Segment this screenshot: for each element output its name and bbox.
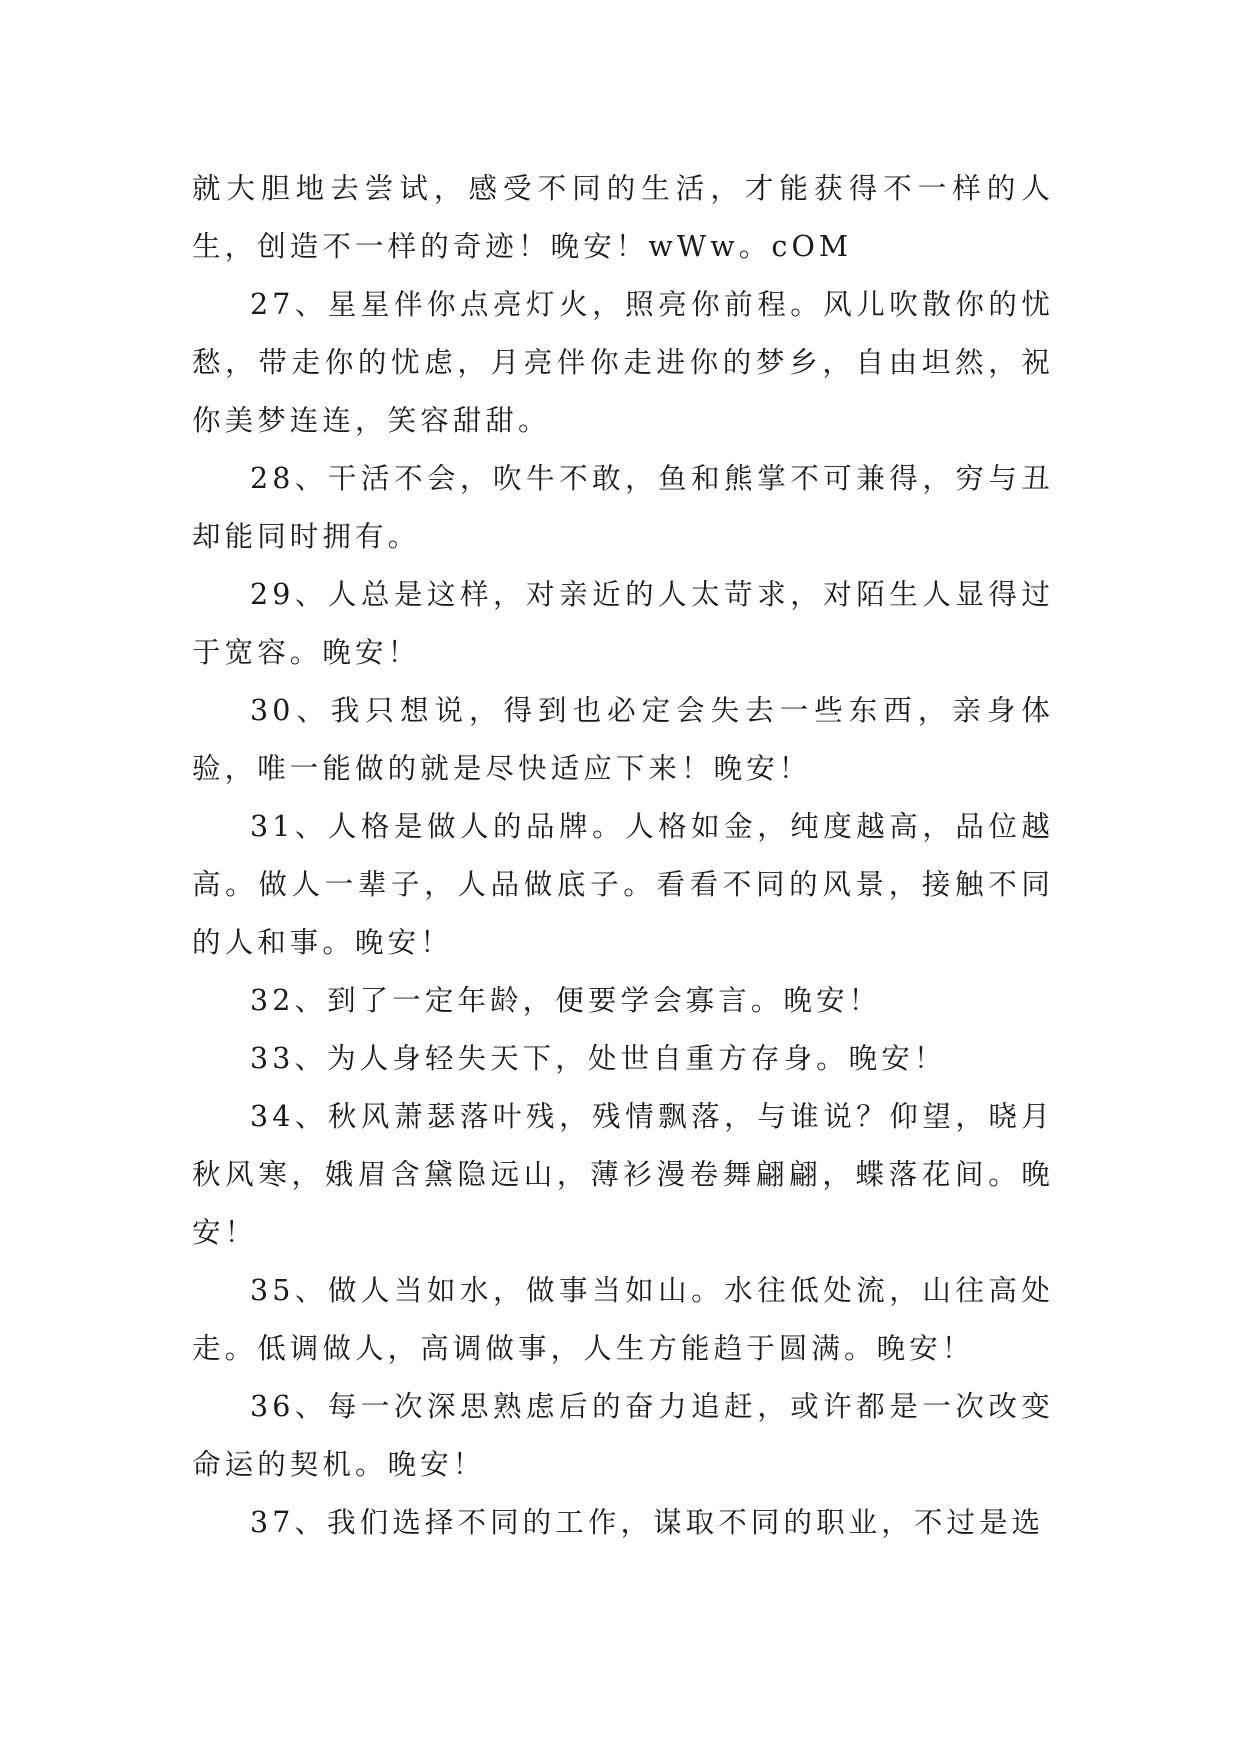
- paragraph: 27、星星伴你点亮灯火，照亮你前程。风儿吹散你的忧愁，带走你的忧虑，月亮伴你走进你的梦乡，自由坦然，祝你美梦连连，笑容甜甜。: [192, 288, 1054, 437]
- paragraph: 31、人格是做人的品牌。人格如金，纯度越高，品位越高。做人一辈子，人品做底子。看看不同的风景，接触不同的人和事。晚安！: [192, 810, 1054, 959]
- paragraph: 35、做人当如水，做事当如山。水往低处流，山往高处走。低调做人，高调做事，人生方能趋于圆满。晚安！: [192, 1274, 1054, 1365]
- paragraph: 34、秋风萧瑟落叶残，残情飘落，与谁说？仰望，晓月秋风寒，娥眉含黛隐远山，薄衫漫卷舞翩翩，蝶落花间。晚安！: [192, 1100, 1054, 1249]
- document-body: [192, 160, 1054, 1552]
- paragraph: 37、我们选择不同的工作，谋取不同的职业，不过是选: [250, 1506, 1045, 1539]
- paragraph: 33、为人身轻失天下，处世自重方存身。晚安！: [250, 1042, 947, 1075]
- paragraph: 30、我只想说，得到也必定会失去一些东西，亲身体验，唯一能做的就是尽快适应下来！晚安！: [192, 694, 1054, 785]
- paragraph: 32、到了一定年龄，便要学会寡言。晚安！: [250, 984, 882, 1017]
- paragraph: 就大胆地去尝试，感受不同的生活，才能获得不一样的人生，创造不一样的奇迹！晚安！wWw。cOM: [192, 172, 1054, 263]
- paragraph: 36、每一次深思熟虑后的奋力追赶，或许都是一次改变命运的契机。晚安！: [192, 1390, 1054, 1481]
- paragraph: 29、人总是这样，对亲近的人太苛求，对陌生人显得过于宽容。晚安！: [192, 578, 1054, 669]
- paragraph: 28、干活不会，吹牛不敢，鱼和熊掌不可兼得，穷与丑却能同时拥有。: [192, 462, 1054, 553]
